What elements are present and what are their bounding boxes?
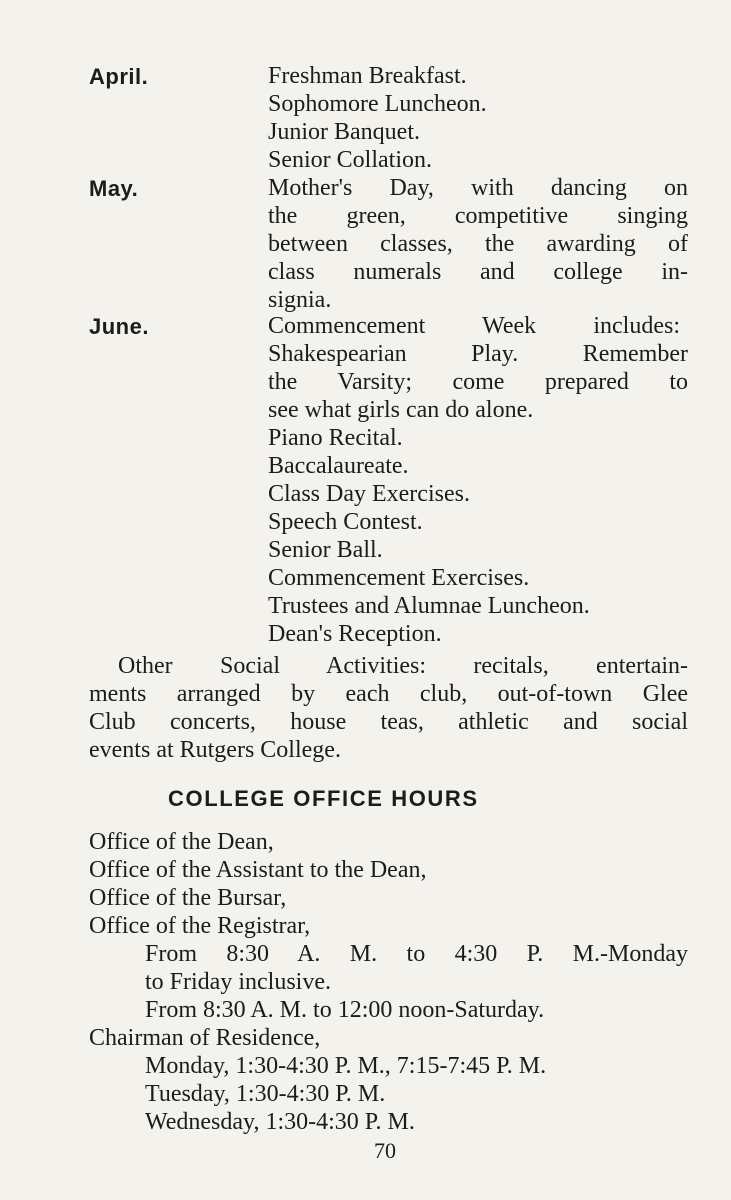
may-line: the green, competitive singing [268,203,688,229]
office-line: Office of the Assistant to the Dean, [89,857,427,883]
may-line: between classes, the awarding of [268,231,688,257]
april-line: Senior Collation. [268,147,432,173]
june-line: Piano Recital. [268,425,403,451]
office-line: Wednesday, 1:30-4:30 P. M. [145,1109,415,1135]
may-line: signia. [268,287,332,313]
office-line: From 8:30 A. M. to 12:00 noon-Saturday. [145,997,545,1023]
june-line: Class Day Exercises. [268,481,470,507]
month-label-april: April. [89,64,149,89]
office-line: Tuesday, 1:30-4:30 P. M. [145,1081,386,1107]
office-line: Office of the Registrar, [89,913,311,939]
social-paragraph-line: Other Social Activities: recitals, entertain- [118,653,688,679]
june-line: Dean's Reception. [268,621,442,647]
june-line: see what girls can do alone. [268,397,534,423]
june-line: Commencement Exercises. [268,565,530,591]
office-line: Office of the Bursar, [89,885,287,911]
june-line: Senior Ball. [268,537,383,563]
june-line: Baccalaureate. [268,453,409,479]
june-line: Commencement Week includes: [268,313,680,339]
office-line: From 8:30 A. M. to 4:30 P. M.-Monday [145,941,688,967]
may-line: class numerals and college in- [268,259,688,285]
office-line: to Friday inclusive. [145,969,331,995]
page-number: 70 [374,1138,396,1163]
april-line: Freshman Breakfast. [268,63,467,89]
office-line: Chairman of Residence, [89,1025,321,1051]
office-line: Office of the Dean, [89,829,274,855]
june-line: Speech Contest. [268,509,423,535]
month-label-may: May. [89,176,139,201]
office-line: Monday, 1:30-4:30 P. M., 7:15-7:45 P. M. [145,1053,547,1079]
april-line: Junior Banquet. [268,119,420,145]
social-paragraph-line: events at Rutgers College. [89,737,341,763]
may-line: Mother's Day, with dancing on [268,175,688,201]
social-paragraph-line: Club concerts, house teas, athletic and social [89,709,688,735]
june-line: the Varsity; come prepared to [268,369,688,395]
june-line: Shakespearian Play. Remember [268,341,688,367]
month-label-june: June. [89,314,149,339]
june-line: Trustees and Alumnae Luncheon. [268,593,590,619]
social-paragraph-line: ments arranged by each club, out-of-town Glee [89,681,688,707]
office-hours-heading: COLLEGE OFFICE HOURS [168,786,479,811]
april-line: Sophomore Luncheon. [268,91,487,117]
